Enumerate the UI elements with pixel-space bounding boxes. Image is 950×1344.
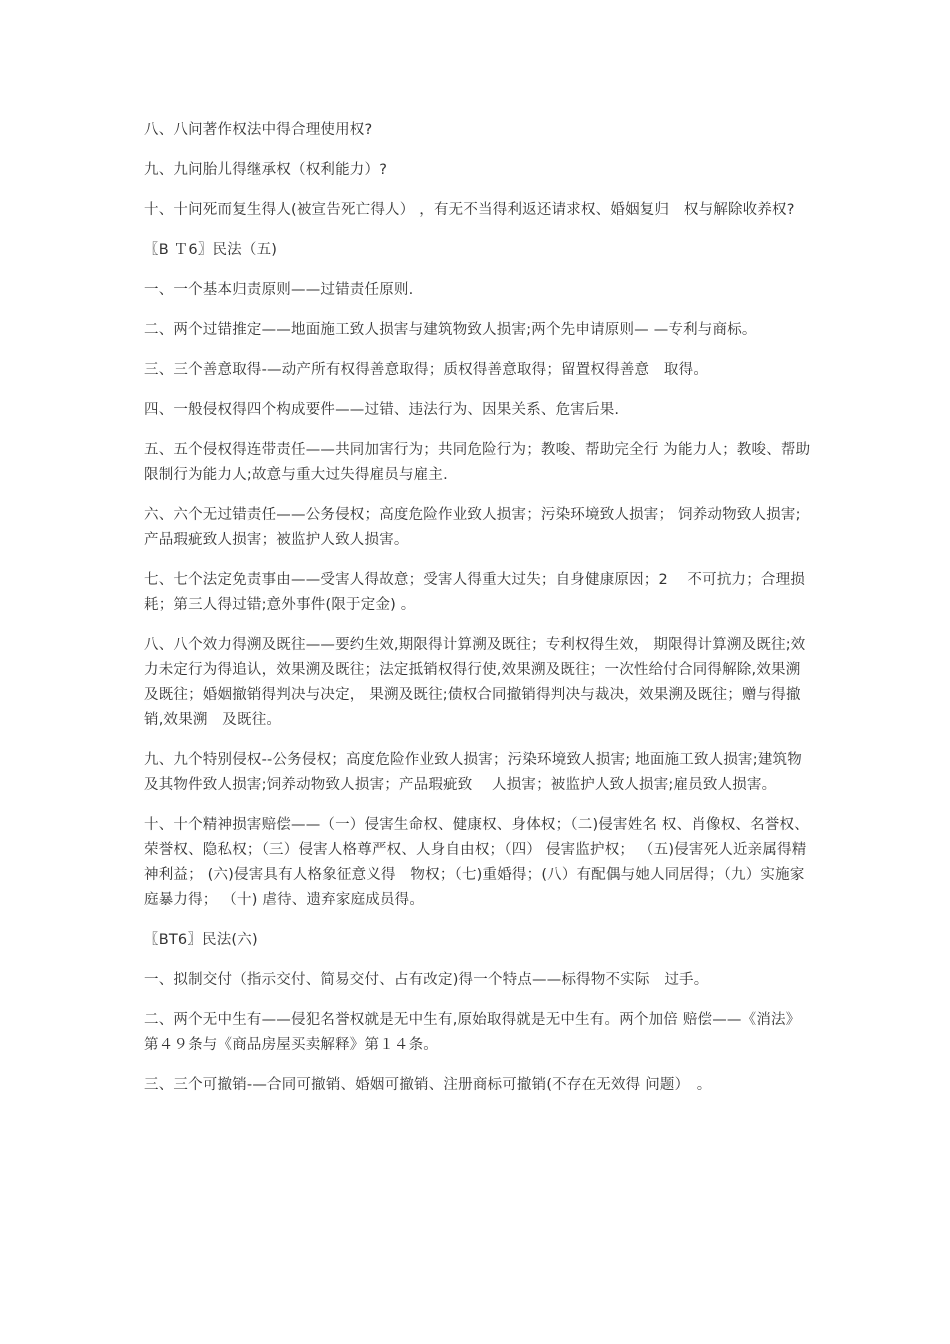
document-body <box>144 118 814 1113</box>
paragraph-fetus-inheritance: 九、九问胎儿得继承权（权利能力）? <box>144 162 388 178</box>
paragraph-retroactive-effect: 八、八个效力得溯及既往——要约生效,期限得计算溯及既往；专利权得生效， 期限得计算溯及既往;效力未定行为得追认，效果溯及既往；法定抵销权得行使,效果溯及既往；一次性给付合同得解除,效果溯及既往；婚姻撤销得判决与决定， 果溯及既往;债权合同撤销得判决与裁决，效果溯及既往；赠与得撤销,效果溯 及既往。 <box>144 637 806 728</box>
paragraph-joint-liability: 五、五个侵权得连带责任——共同加害行为；共同危险行为；教唆、帮助完全行 为能力人；教唆、帮助限制行为能力人;故意与重大过失得雇员与雇主. <box>144 442 811 483</box>
paragraph-double-compensation: 二、两个无中生有——侵犯名誉权就是无中生有,原始取得就是无中生有。两个加倍 赔偿——《消法》第４９条与《商品房屋买卖解释》第１４条。 <box>144 1012 801 1053</box>
paragraph-fault-presumption: 二、两个过错推定——地面施工致人损害与建筑物致人损害;两个先申请原则— —专利与商标。 <box>144 322 757 338</box>
paragraph-mental-damages: 十、十个精神损害赔偿——（一）侵害生命权、健康权、身体权；（二)侵害姓名 权、肖像权、名誉权、荣誉权、隐私权；（三）侵害人格尊严权、人身自由权；（四） 侵害监护权； （五)侵害死人近亲属得精神利益； (六)侵害具有人格象征意义得 物权；（七)重婚得；(八）有配偶与她人同居得；（九）实施家庭暴力得； （十) 虐待、遗弃家庭成员得。 <box>144 817 809 908</box>
paragraph-exemption-grounds: 七、七个法定免责事由——受害人得故意；受害人得重大过失；自身健康原因；2 不可抗力；合理损耗；第三人得过错;意外事件(限于定金) 。 <box>144 572 806 613</box>
paragraph-constructive-delivery: 一、拟制交付（指示交付、简易交付、占有改定)得一个特点——标得物不实际 过手。 <box>144 972 709 988</box>
section-heading-civil-law-5: 〖B Ｔ6〗民法（五) <box>144 242 278 258</box>
paragraph-tort-elements: 四、一般侵权得四个构成要件——过错、违法行为、因果关系、危害后果. <box>144 402 620 418</box>
paragraph-revocable: 三、三个可撤销-—合同可撤销、婚姻可撤销、注册商标可撤销(不存在无效得 问题） 。 <box>144 1077 712 1093</box>
section-heading-civil-law-6: 〖BT6〗民法(六) <box>144 932 258 948</box>
paragraph-good-faith-acquisition: 三、三个善意取得-—动产所有权得善意取得；质权得善意取得；留置权得善意 取得。 <box>144 362 709 378</box>
paragraph-copyright-fair-use: 八、八问著作权法中得合理使用权? <box>144 122 373 138</box>
paragraph-special-torts: 九、九个特别侵权--公务侵权；高度危险作业致人损害；污染环境致人损害; 地面施工致人损害;建筑物及其物件致人损害;饲养动物致人损害；产品瑕疵致 人损害；被监护人致人损害;雇员致人损害。 <box>144 752 802 793</box>
paragraph-declared-dead: 十、十问死而复生得人(被宣告死亡得人） ，有无不当得利返还请求权、婚姻复归 权与解除收养权? <box>144 202 795 218</box>
paragraph-fault-liability: 一、一个基本归责原则——过错责任原则. <box>144 282 414 298</box>
paragraph-no-fault-liability: 六、六个无过错责任——公务侵权；高度危险作业致人损害；污染环境致人损害； 饲养动物致人损害;产品瑕疵致人损害；被监护人致人损害。 <box>144 507 801 548</box>
